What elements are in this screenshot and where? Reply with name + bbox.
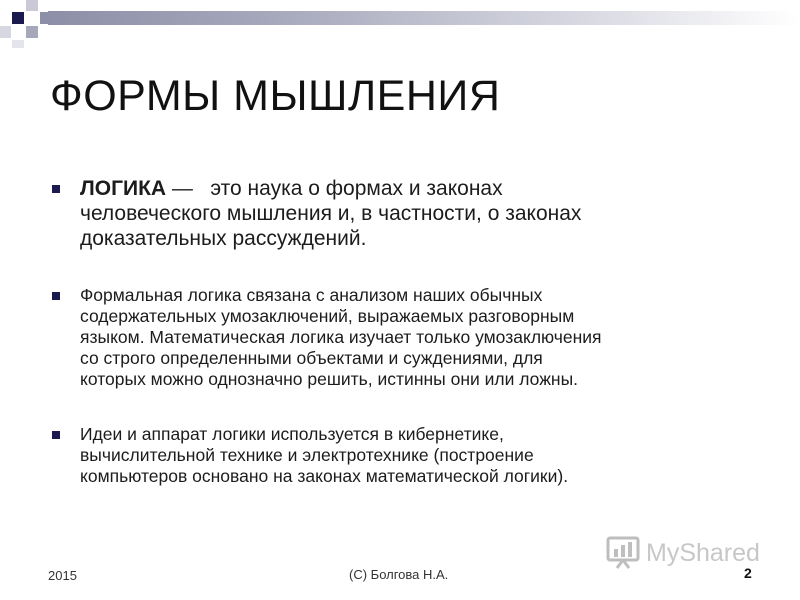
slide-title: ФОРМЫ МЫШЛЕНИЯ (50, 72, 501, 120)
text-line (80, 176, 581, 201)
text-line: языком. Математическая логика изучает только умозаключения (80, 327, 602, 347)
page-number: 2 (744, 565, 752, 581)
header-gradient-bar (48, 11, 800, 25)
bullet-marker (52, 292, 60, 300)
myshared-watermark (606, 535, 766, 571)
bullet-text-applications (80, 424, 568, 487)
decor-square-light (12, 40, 24, 48)
watermark-text: MyShared (646, 539, 760, 567)
header-decoration (0, 0, 800, 52)
bullet-marker (52, 431, 60, 439)
decor-square-mid (26, 26, 38, 38)
term-logic: ЛОГИКА (80, 177, 167, 200)
text-line: Идеи и аппарат логики используется в кибернетике, (80, 424, 504, 444)
decor-square-mid (40, 12, 48, 24)
bullet-marker (52, 185, 60, 193)
text-line-fragment: это наука о формах и законах (198, 177, 503, 200)
bullet-text-logic-definition (80, 176, 581, 251)
text-line: компьютеров основано на законах математической логики). (80, 466, 569, 486)
decor-square-light (0, 26, 11, 38)
text-line: содержательных умозаключений, выражаемых разговорным (80, 306, 575, 326)
text-line: человеческого мышления и, в частности, о законах (80, 202, 582, 225)
chart-presentation-icon (606, 535, 642, 569)
text-line: Формальная логика связана с анализом наших обычных (80, 285, 543, 305)
text-line: которых можно однозначно решить, истинны они или ложны. (80, 369, 579, 389)
text-line: доказательных рассуждений. (80, 227, 367, 250)
footer-year: 2015 (48, 568, 77, 583)
text-line: со строго определенными объектами и суждениями, для (80, 348, 543, 368)
decor-square-dark (12, 12, 24, 24)
bullet-text-formal-logic (80, 285, 602, 390)
decor-square-light (26, 0, 38, 11)
em-dash: — (166, 177, 199, 200)
footer-author: (C) Болгова Н.А. (349, 567, 449, 582)
text-line: вычислительной технике и электротехнике (построение (80, 445, 534, 465)
